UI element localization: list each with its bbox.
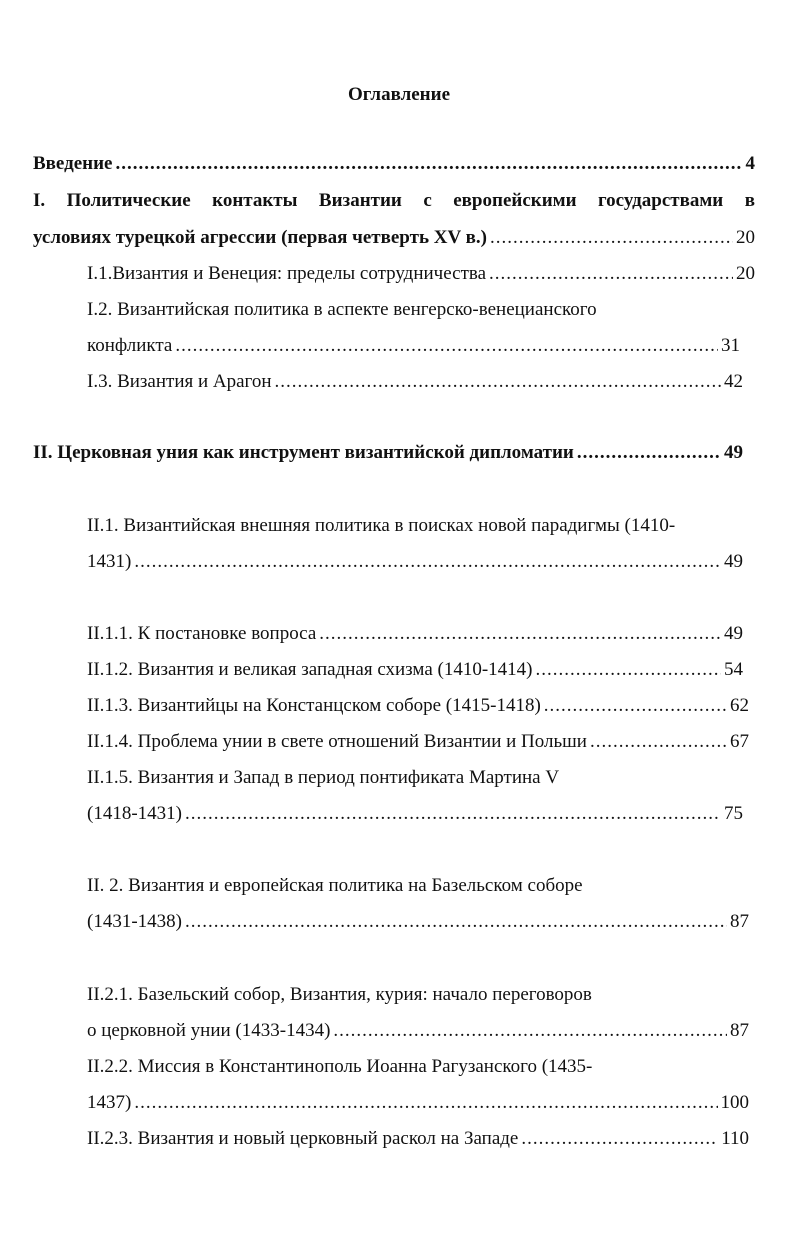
toc-entry-2-1-5[interactable] bbox=[87, 766, 559, 790]
dot-leader bbox=[577, 441, 721, 465]
toc-entry-2-2-3[interactable] bbox=[87, 1127, 749, 1151]
toc-entry-title-line2: 1437) bbox=[87, 1092, 132, 1113]
toc-entry-title-line1: II.1. Византийская внешняя политика в поисках новой парадигмы (1410- bbox=[87, 515, 676, 536]
dot-leader bbox=[535, 658, 721, 682]
toc-page-number: 49 bbox=[724, 623, 743, 644]
toc-page-number: 62 bbox=[730, 695, 749, 716]
toc-entry-title-line1: II.1.5. Византия и Запад в период понтификата Мартина V bbox=[87, 767, 560, 788]
dot-leader bbox=[134, 1091, 717, 1115]
toc-entry-title: II.1.2. Византия и великая западная схизма (1410-1414) bbox=[87, 659, 533, 680]
toc-entry-1-2[interactable] bbox=[87, 298, 597, 322]
dot-leader bbox=[319, 622, 721, 646]
toc-entry-2-1-1[interactable] bbox=[87, 622, 743, 646]
toc-page-number: 49 bbox=[724, 551, 743, 572]
toc-entry-2-2-1-cont[interactable] bbox=[87, 1019, 749, 1043]
dot-leader bbox=[185, 802, 721, 826]
dot-leader bbox=[116, 152, 743, 176]
toc-page-number: 20 bbox=[736, 263, 755, 284]
dot-leader bbox=[490, 226, 733, 250]
toc-entry-2-1-cont[interactable] bbox=[87, 550, 743, 574]
toc-entry-2-2[interactable] bbox=[87, 874, 583, 898]
toc-entry-title: II. Церковная уния как инструмент византийской дипломатии bbox=[33, 442, 574, 463]
toc-entry-chapter-1[interactable] bbox=[33, 189, 755, 213]
toc-entry-2-1-3[interactable] bbox=[87, 694, 749, 718]
toc-page-number: 4 bbox=[745, 153, 755, 174]
toc-entry-2-1[interactable] bbox=[87, 514, 675, 538]
toc-entry-title-line1: II. 2. Византия и европейская политика на Базельском соборе bbox=[87, 875, 583, 896]
dot-leader bbox=[544, 694, 727, 718]
toc-entry-2-1-2[interactable] bbox=[87, 658, 743, 682]
toc-entry-title: II.1.1. К постановке вопроса bbox=[87, 623, 317, 644]
toc-page-number: 87 bbox=[730, 911, 749, 932]
toc-entry-title-line2: условиях турецкой агрессии (первая четверть XV в.) bbox=[33, 227, 487, 248]
toc-entry-chapter-2[interactable] bbox=[33, 441, 743, 465]
dot-leader bbox=[590, 730, 727, 754]
dot-leader bbox=[521, 1127, 718, 1151]
toc-entry-2-1-5-cont[interactable] bbox=[87, 802, 743, 826]
toc-entry-title: I.1.Византия и Венеция: пределы сотрудничества bbox=[87, 263, 487, 284]
toc-entry-title: II.2.3. Византия и новый церковный раскол на Западе bbox=[87, 1128, 519, 1149]
toc-entry-title: Введение bbox=[33, 153, 113, 174]
page-title: Оглавление bbox=[347, 84, 451, 105]
dot-leader bbox=[185, 910, 727, 934]
toc-page-number: 75 bbox=[724, 803, 743, 824]
toc-entry-title-line2: (1418-1431) bbox=[87, 803, 182, 824]
toc-entry-2-2-2-cont[interactable] bbox=[87, 1091, 749, 1115]
toc-page-number: 42 bbox=[724, 371, 743, 392]
toc-entry-title-line1: II.2.1. Базельский собор, Византия, курия: начало переговоров bbox=[87, 984, 592, 1005]
dot-leader bbox=[333, 1019, 727, 1043]
toc-entry-1-2-cont[interactable] bbox=[87, 334, 740, 358]
toc-page-number: 67 bbox=[730, 731, 749, 752]
dot-leader bbox=[175, 334, 718, 358]
dot-leader bbox=[134, 550, 721, 574]
toc-page-number: 110 bbox=[721, 1128, 749, 1149]
toc-entry-title-line2: (1431-1438) bbox=[87, 911, 182, 932]
toc-entry-chapter-1-cont[interactable] bbox=[33, 226, 755, 250]
toc-page-number: 31 bbox=[721, 335, 740, 356]
dot-leader bbox=[489, 262, 733, 286]
toc-page-number: 54 bbox=[724, 659, 743, 680]
toc-entry-title: I.3. Византия и Арагон bbox=[87, 371, 272, 392]
toc-entry-2-1-4[interactable] bbox=[87, 730, 749, 754]
toc-entry-title: II.1.4. Проблема унии в свете отношений Византии и Польши bbox=[87, 731, 587, 752]
toc-entry-1-1[interactable] bbox=[87, 262, 755, 286]
toc-entry-title-line2: конфликта bbox=[87, 335, 173, 356]
toc-page-number: 87 bbox=[730, 1020, 749, 1041]
toc-entry-title-line2: о церковной унии (1433-1434) bbox=[87, 1020, 331, 1041]
toc-entry-title: II.1.3. Византийцы на Констанцском соборе (1415-1418) bbox=[87, 695, 541, 716]
toc-entry-title-line1: I.2. Византийская политика в аспекте венгерско-венецианского bbox=[87, 299, 597, 320]
toc-page-number: 49 bbox=[724, 442, 743, 463]
toc-page-number: 20 bbox=[736, 227, 755, 248]
toc-entry-2-2-2[interactable] bbox=[87, 1055, 592, 1079]
toc-entry-title-line1: II.2.2. Миссия в Константинополь Иоанна Рагузанского (1435- bbox=[87, 1056, 593, 1077]
toc-entry-1-3[interactable] bbox=[87, 370, 743, 394]
toc-entry-introduction[interactable] bbox=[33, 152, 755, 176]
toc-entry-title-line2: 1431) bbox=[87, 551, 132, 572]
toc-entry-2-2-1[interactable] bbox=[87, 983, 592, 1007]
toc-entry-2-2-cont[interactable] bbox=[87, 910, 749, 934]
dot-leader bbox=[275, 370, 721, 394]
toc-entry-title-line1: I. Политические контакты Византии с европейскими государствами в bbox=[33, 190, 755, 211]
toc-page-number: 100 bbox=[720, 1092, 749, 1113]
